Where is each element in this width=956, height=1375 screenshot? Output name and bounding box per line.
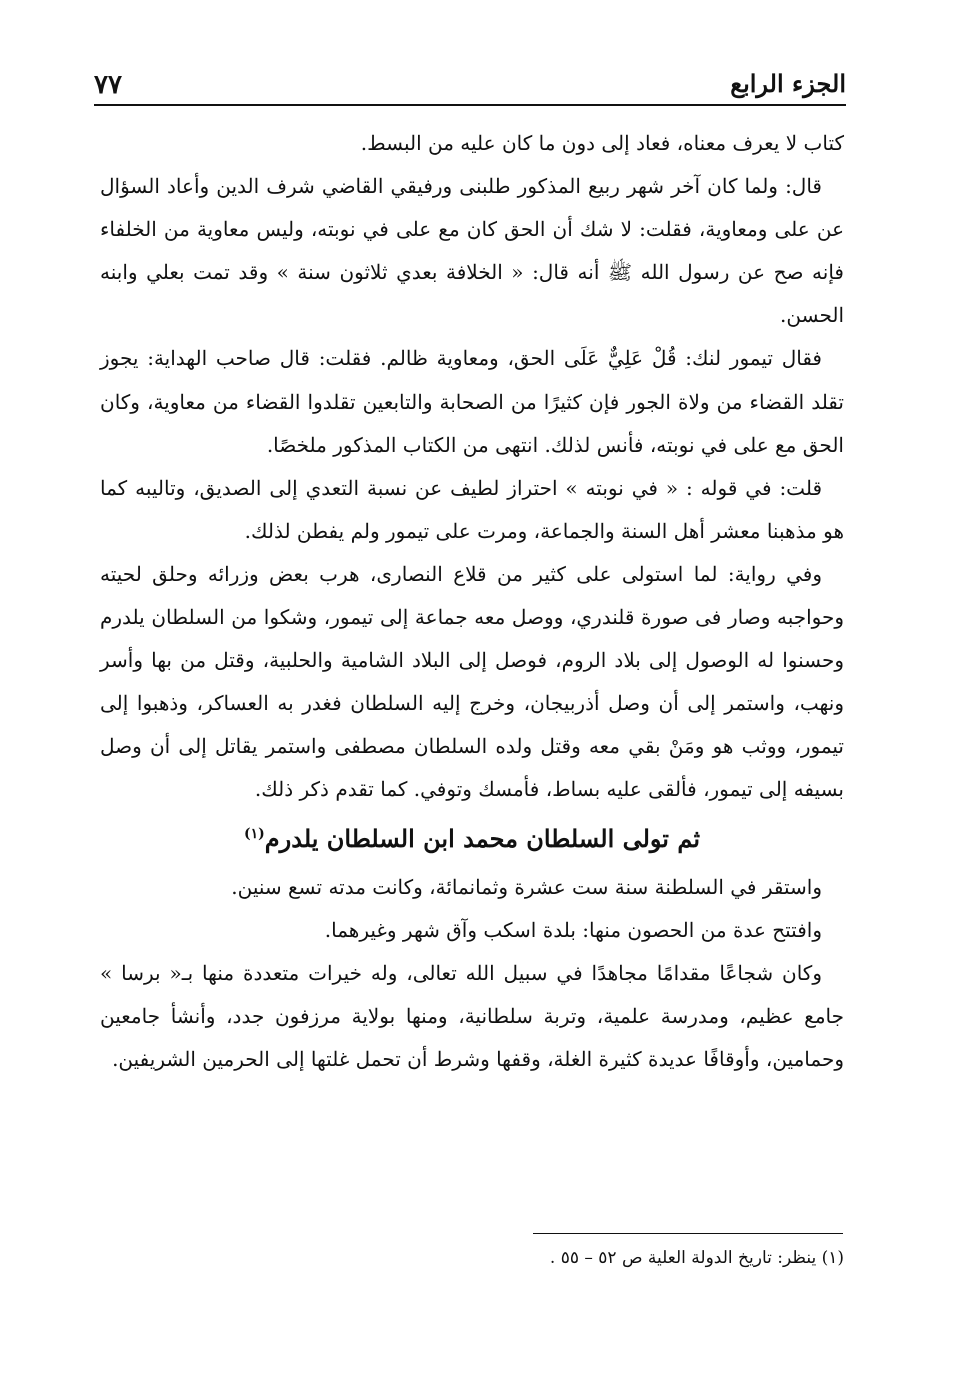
paragraph: كتاب لا يعرف معناه، فعاد إلى دون ما كان عليه من البسط.: [360, 131, 844, 155]
paragraph: وافتتح عدة من الحصون منها: بلدة اسكب وآق شهر وغيرهما.: [324, 917, 822, 942]
page-header: [94, 54, 846, 106]
section-heading-text: ثم تولى السلطان محمد ابن السلطان يلدرم: [264, 823, 700, 853]
footnote-marker: (١): [244, 825, 265, 842]
page-number: ٧٧: [94, 70, 122, 100]
running-head: الجزء الرابع: [730, 69, 846, 98]
paragraph: فقال تيمور لنك: قُلْ عَلِيٌّ عَلَى الحق، ومعاوية ظالم. فقلت: قال صاحب الهداية: يجوز تقلد القضاء من ولاة الجور فإن كثيرًا من الصحابة والتابعين تقلدوا القضاء من معاوية، وكان الحق مع على في نوبته، فأنس لذلك. انتهى من الكتاب المذكور ملخصًا.: [100, 346, 844, 457]
footnote-divider: [533, 1233, 843, 1234]
paragraph: قلت: في قوله : « في نوبته » احتراز لطيف عن نسبة التعدي إلى الصديق، وتاليبه كما هو مذهبنا معشر أهل السنة والجماعة، ومرت على تيمور ولم يفطن لذلك.: [100, 475, 844, 543]
footnote: (١) ينظر: تاريخ الدولة العلية ص ٥٢ – ٥٥ .: [549, 1248, 844, 1268]
paragraph: قال: ولما كان آخر شهر ربيع المذكور طلبنى ورفيقي القاضي شرف الدين وأعاد السؤال عن على ومعاوية، فقلت: لا شك أن الحق كان مع على في نوبته، وليس معاوية من الخلفاء فإنه صح عن رسول الله ﷺ أنه قال: « الخلافة بعدي ثلاثون سنة » وقد تمت بعلي وابنه الحسن.: [100, 174, 844, 328]
paragraph: وفي رواية: لما استولى على كثير من قلاع النصارى، هرب بعض وزرائه وحلق لحيته وحواجبه وصار فى صورة قلندري، ووصل معه جماعة إلى تيمور، وشكوا من السلطان يلدرم وحسنوا له الوصول إلى بلاد الروم، فوصل إلى البلاد الشامية والحلبية، وقتل من بها وأسر ونهب، واستمر إلى أن وصل أذربيجان، وخرج إليه السلطان فغدر به العساكر، وذهبوا إلى تيمور، ووثب هو ومَنْ بقي معه وقتل ولده السلطان مصطفى واستمر يقاتل إلى أن وصل بسيفه إلى تيمور، فألقى عليه بساط، فأمسك وتوفي. كما تقدم ذكر ذلك.: [100, 561, 844, 802]
section-heading: [100, 812, 844, 866]
paragraph: وكان شجاعًا مقدامًا مجاهدًا في سبيل الله تعالى، وله خيرات متعددة منها بـ« برسا » جامع عظيم، ومدرسة علمية، وتربة سلطانية، ومنها بولاية مرزفون جدد، وأنشأ جامعين وحمامين، وأوقافًا عديدة كثيرة الغلة، وقفها وشرط أن تحمل غلتها إلى الحرمين الشريفين.: [100, 960, 844, 1071]
paragraph: واستقر في السلطنة سنة ست عشرة وثمانمائة، وكانت مدته تسع سنين.: [231, 874, 822, 899]
page-body: [100, 122, 844, 1081]
